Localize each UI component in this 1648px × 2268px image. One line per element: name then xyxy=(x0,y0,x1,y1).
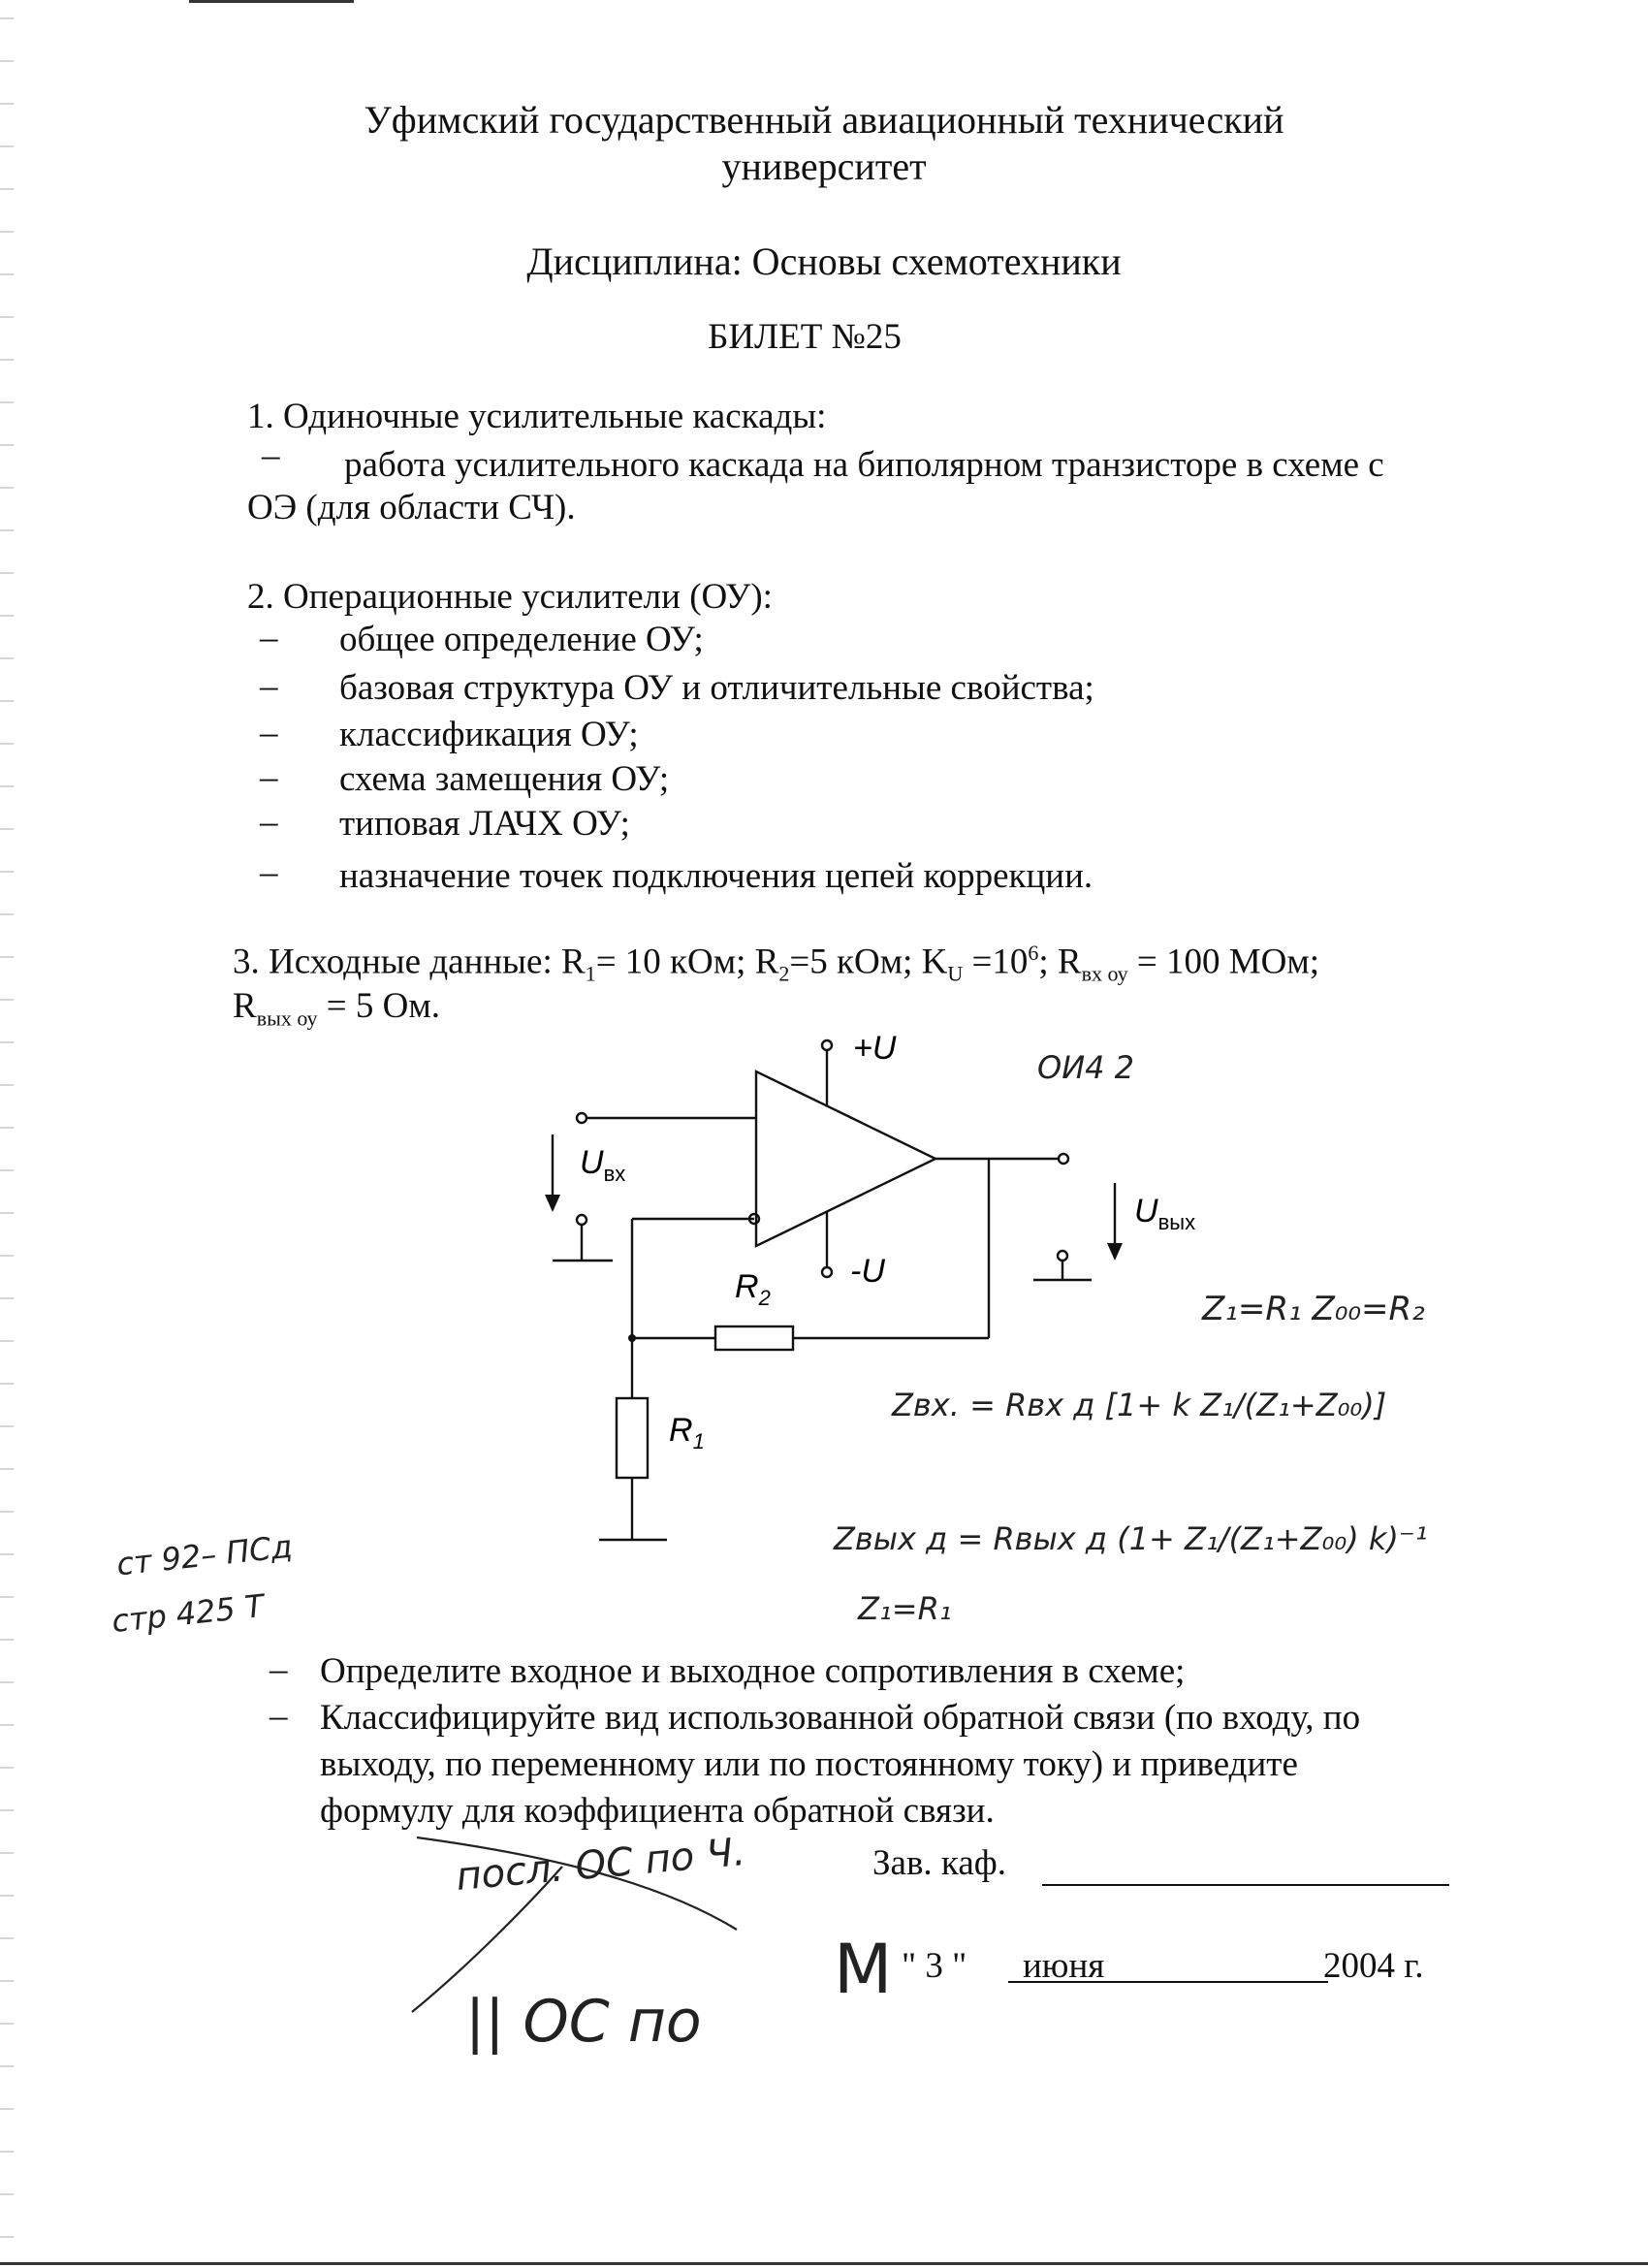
q3-task-cont: формулу для коэффициента обратной связи. xyxy=(320,1791,995,1831)
scan-top-mark xyxy=(189,0,354,3)
date-year: 2004 г. xyxy=(1323,1946,1424,1986)
q1-item-line1: работа усилительного каскада на биполярном транзисторе в схеме с xyxy=(344,445,1384,485)
ticket-number: БИЛЕТ №25 xyxy=(708,317,902,357)
label-minus-u: -U xyxy=(850,1253,885,1290)
label-u-in: $U_{вх}$ xyxy=(580,1144,626,1186)
q3-task-cont: выходу, по переменному или по постоянному току) и приведите xyxy=(320,1744,1298,1784)
label-plus-u: +U xyxy=(853,1030,897,1067)
resistor-r1 xyxy=(617,1398,648,1478)
handwritten-eq2: Zвх. = Rвх д [1+ k Z₁/(Z₁+Z₀₀)] xyxy=(892,1387,1387,1423)
q1-dash: – xyxy=(262,435,280,475)
q3-task: Классифицируйте вид использованной обратной связи (по входу, по xyxy=(320,1698,1361,1738)
date-day: " 3 " xyxy=(902,1946,967,1986)
handwritten-eq4: Z₁=R₁ xyxy=(858,1590,952,1627)
head-of-department-label: Зав. каф. xyxy=(872,1843,1006,1883)
date-month: июня xyxy=(1023,1946,1105,1986)
handwritten-ref1: ст 92– ПСд xyxy=(114,1527,295,1583)
label-r1: $R_1$ xyxy=(669,1412,705,1453)
q1-title: 1. Одиночные усилительные каскады: xyxy=(247,397,827,436)
q3-given-line2: $R_{вых оу} = 5$ Ом. xyxy=(233,986,441,1031)
q1-item-line2: ОЭ (для области СЧ). xyxy=(247,488,576,527)
op-amp-triangle xyxy=(756,1071,935,1246)
scan-bottom-line xyxy=(0,2262,1648,2265)
q2-item: классификация ОУ; xyxy=(339,715,639,754)
q2-title: 2. Операционные усилители (ОУ): xyxy=(247,577,773,617)
q3-given-line1: 3. Исходные данные: $R_1= 10$ кОм; $R_2=5$ кОм; $K_U =10^6$; $R_{вх оу} = 100$ МОм; xyxy=(233,941,1320,986)
university-line2: университет xyxy=(721,144,927,188)
q2-item: базовая структура ОУ и отличительные свойства; xyxy=(339,668,1094,708)
handwritten-ref2: стр 425 Т xyxy=(110,1586,267,1641)
q2-item: схема замещения ОУ; xyxy=(339,759,670,799)
signature-line xyxy=(1042,1884,1449,1886)
q2-item: общее определение ОУ; xyxy=(339,620,704,659)
op-amp-circuit-diagram xyxy=(523,1018,1260,1561)
handwritten-eq3: Zвых д = Rвых д (1+ Z₁/(Z₁+Z₀₀) k)⁻¹ xyxy=(834,1520,1428,1557)
university-line1: Уфимский государственный авиационный технический xyxy=(364,98,1284,142)
label-r2: $R_2$ xyxy=(735,1268,771,1310)
label-u-out: $U_{вых}$ xyxy=(1134,1193,1196,1234)
handwritten-eq1: Z₁=R₁ Z₀₀=R₂ xyxy=(1202,1290,1425,1328)
handwritten-initial: М xyxy=(834,1930,893,2009)
handwritten-feedback-2: || ОС по xyxy=(465,1988,702,2056)
handwritten-feedback-1: посл. ОС по Ч. xyxy=(454,1830,747,1900)
junction-dot xyxy=(628,1334,636,1342)
q2-item: типовая ЛАЧХ ОУ; xyxy=(339,804,630,844)
handwritten-note-top: ОИ4 2 xyxy=(1037,1049,1135,1086)
discipline: Дисциплина: Основы схемотехники xyxy=(526,240,1122,283)
q2-item: назначение точек подключения цепей коррекции. xyxy=(339,856,1093,896)
resistor-r2 xyxy=(715,1326,793,1350)
q3-task: Определите входное и выходное сопротивления в схеме; xyxy=(320,1651,1186,1691)
